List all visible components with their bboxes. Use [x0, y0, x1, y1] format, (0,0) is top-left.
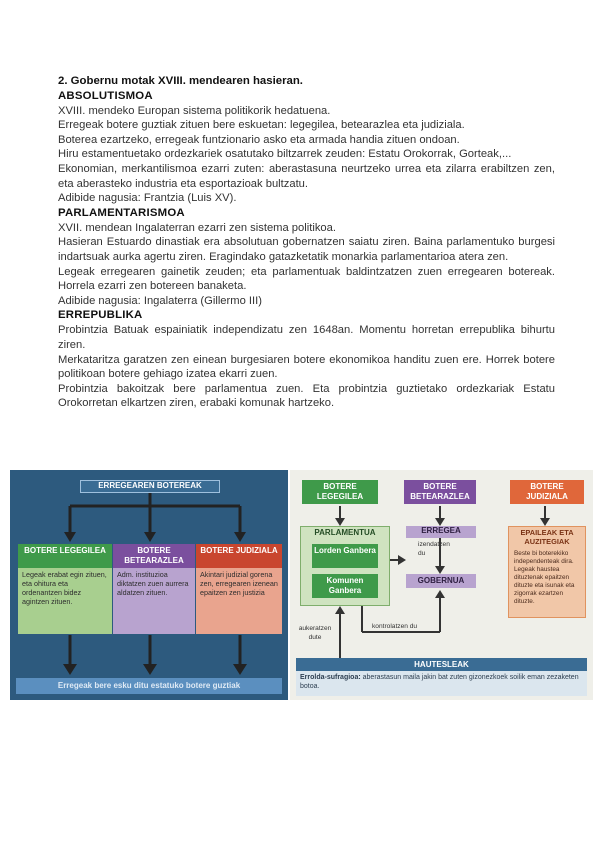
parlamentua-label: PARLAMENTUA	[314, 528, 376, 537]
izendatzen-label: izendatzen du	[418, 541, 450, 557]
power-body-betearazlea: Adm. instituzioa diktatzen zuen aurrera aldatzen zituen.	[113, 568, 195, 634]
section-heading-parlamentarismoa: PARLAMENTARISMOA	[58, 206, 185, 219]
paragraph: Adibide nagusia: Ingalaterra (Gillermo III)	[58, 294, 262, 307]
paragraph: Erregeak botere guztiak zituen bere eskuetan: legegilea, betearazlea eta judiziala.	[58, 119, 465, 132]
paragraph: XVIII. mendeko Europan sistema politikorik hedatuena.	[58, 104, 331, 117]
hautesleak-bar: HAUTESLEAK	[296, 658, 587, 671]
gobernua-box: GOBERNUA	[406, 574, 476, 588]
absolutism-title: ERREGEAREN BOTEREAK	[80, 480, 220, 493]
epaileak-text: Beste bi boterekiko independenteak dira. Legeak haustea dituztenak epaitzen dituzte eta isunak eta zigorrak ezartzen dituzte.	[514, 550, 575, 605]
aukeratzen-label: aukeratzen dute	[298, 625, 332, 641]
paragraph: Boterea ezartzeko, erregeak funtzionario asko eta armada handia zituen ondoan.	[58, 133, 460, 146]
erregea-box: ERREGEA	[406, 526, 476, 538]
power-header-betearazlea: BOTERE BETEARAZLEA	[113, 544, 195, 568]
paragraph: Ekonomian, merkantilismoa ezarri zuten: aberastasuna neurtzeko urrea eta zilarra erabiltzen zen, eta aberasteko industria eta esportazioak bultzatu.	[58, 162, 555, 190]
absolutism-diagram	[10, 470, 288, 700]
power-body-legegilea: Legeak erabat egin zituen, eta ohitura eta ordenantzen bidez agintzen zituen.	[18, 568, 112, 634]
paragraph: Legeak erregearen gainetik zeuden; eta parlamentuak baldintzatzen zuen erregearen botereak. Horrela ezarri zen botereen banaketa.	[58, 265, 555, 293]
sufragioa-label: Errolda-sufragioa:	[300, 674, 361, 681]
section-heading-absolutismoa: ABSOLUTISMOA	[58, 89, 153, 102]
paragraph: Probintzia Batuak espainiatik independizatu zen 1648an. Momentu horretan errepublika bihurtu ziren.	[58, 324, 555, 351]
paragraph: Probintzia bakoitzak bere parlamentua zuen. Eta probintzia guztietako ordezkariak Estatu Orokorretan elkartzen ziren, erabaki komunak hartzeko.	[58, 382, 555, 410]
parliamentarism-diagram	[290, 470, 593, 700]
sufragioa-box	[296, 671, 587, 696]
power-header-legegilea: BOTERE LEGEGILEA	[18, 544, 112, 568]
section-heading-errepublika: ERREPUBLIKA	[58, 309, 143, 322]
power-body-judiziala: Akintari judizial gorena zen, erregearen izenean epaitzen zen justizia	[196, 568, 282, 634]
document-text	[58, 74, 555, 411]
absolutism-footer: Erregeak bere esku ditu estatuko botere guztiak	[16, 678, 282, 694]
paragraph: Merkataritza garatzen zen einean burgesiaren botere ekonomikoa handitu zuen ere. Horrek botere politikoan botere gehiago izatea ekarri zuen.	[58, 353, 555, 381]
power-header-judiziala: BOTERE JUDIZIALA	[196, 544, 282, 568]
parl-header-betearazlea: BOTERE BETEARAZLEA	[404, 480, 476, 504]
kontrolatzen-label: kontrolatzen du	[372, 623, 418, 630]
document-title: 2. Gobernu motak XVIII. mendearen hasieran.	[58, 75, 303, 87]
paragraph: Hiru estamentuetako ordezkariek osatutako biltzarrek zeuden: Estatu Orokorrak, Gorteak,...	[58, 148, 512, 161]
sufragioa-text: aberastasun maila jakin bat zuten gizonezkoek soilik eman zezaketen botoa.	[300, 674, 579, 690]
epaileak-title: EPAILEAK ETA AUZITEGIAK	[520, 528, 574, 546]
paragraph: Hasieran Estuardo dinastiak era absolutuan gobernatzen saiatu ziren. Baina parlamentuko burgesi indartsuak aurka agertu ziren. Eragindako gatazketatik monarkia parlamentarioa atera zen.	[58, 236, 555, 263]
paragraph: Adibide nagusia: Frantzia (Luis XV).	[58, 192, 237, 205]
lorden-ganbera: Lorden Ganbera	[312, 544, 378, 568]
paragraph: XVII. mendean Ingalaterran ezarri zen sistema politikoa.	[58, 221, 336, 234]
parl-header-legegilea: BOTERE LEGEGILEA	[302, 480, 378, 504]
parl-header-judiziala: BOTERE JUDIZIALA	[510, 480, 584, 504]
komunen-ganbera: Komunen Ganbera	[312, 574, 378, 598]
